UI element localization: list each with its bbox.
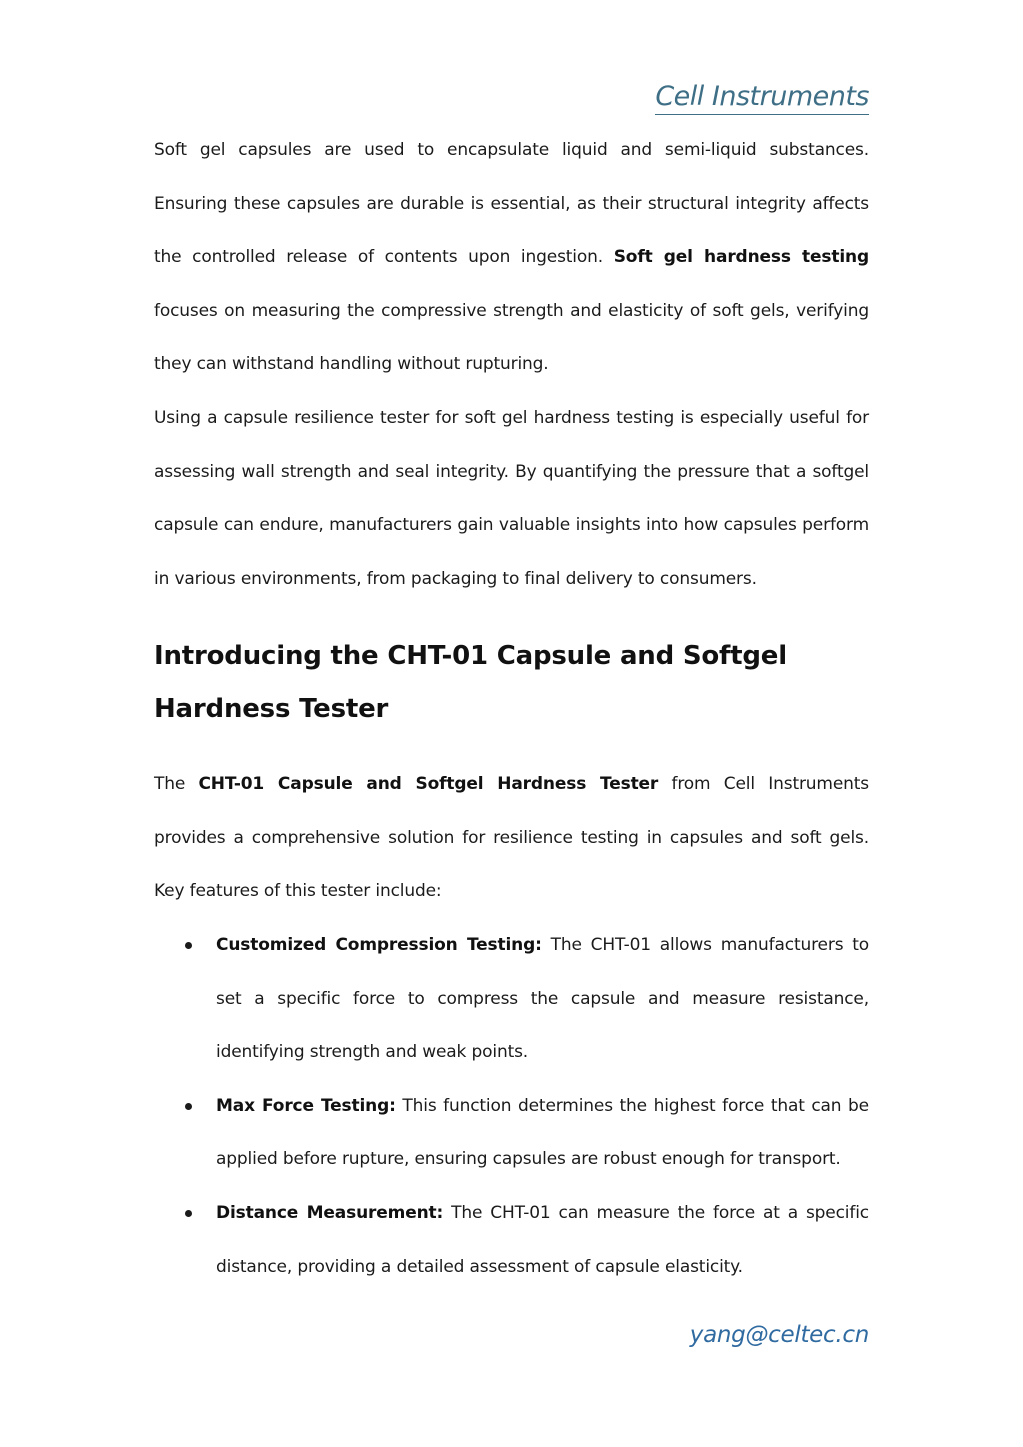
brand-header	[154, 80, 869, 118]
intro-bold-term: Soft gel hardness testing	[613, 247, 869, 268]
feature-item	[154, 919, 869, 1080]
brand-logo-text: Cell Instruments	[655, 80, 869, 115]
feature-text: The CHT-01 allows manufacturers to set a specific force to compress the capsule and measure resistance, identifying strength and weak points.	[216, 935, 869, 1063]
bullet-icon	[185, 1210, 192, 1217]
intro-text-b: focuses on measuring the compressive strength and elasticity of soft gels, verifying they can withstand handling without rupturing.	[154, 300, 869, 375]
feature-list	[154, 919, 869, 1294]
bullet-icon	[185, 942, 192, 949]
section-heading: Introducing the CHT-01 Capsule and Softgel Hardness Tester	[154, 641, 787, 724]
intro-paragraph-2: Using a capsule resilience tester for soft gel hardness testing is especially useful for assessing wall strength and seal integrity. By quantifying the pressure that a softgel capsule can endure, manufacturers gain valuable insights into how capsules perform in various environments, from packaging to final delivery to consumers.	[154, 408, 869, 589]
bullet-icon	[185, 1103, 192, 1110]
intro-text-a: Soft gel capsules are used to encapsulate liquid and semi-liquid substances. Ensuring these capsules are durable is essential, as their structural integrity affects the controlled release of contents upon ingestion.	[154, 140, 869, 268]
section-text-b: from Cell Instruments provides a comprehensive solution for resilience testing in capsules and soft gels. Key features of this tester include:	[154, 774, 869, 902]
feature-item	[154, 1080, 869, 1187]
feature-item	[154, 1187, 869, 1294]
feature-title: Customized Compression Testing:	[216, 935, 542, 955]
section-text-a: The	[154, 774, 199, 794]
footer-email: yang@celtec.cn	[689, 1322, 869, 1348]
intro-paragraph-1	[154, 124, 869, 392]
section-paragraph	[154, 758, 869, 919]
feature-title: Max Force Testing:	[216, 1095, 396, 1116]
feature-text: This function determines the highest force that can be applied before rupture, ensuring capsules are robust enough for transport.	[216, 1095, 869, 1170]
feature-title: Distance Measurement:	[216, 1202, 444, 1223]
feature-text: The CHT-01 can measure the force at a specific distance, providing a detailed assessment of capsule elasticity.	[216, 1202, 869, 1277]
product-name-bold: CHT-01 Capsule and Softgel Hardness Tester	[198, 774, 659, 794]
